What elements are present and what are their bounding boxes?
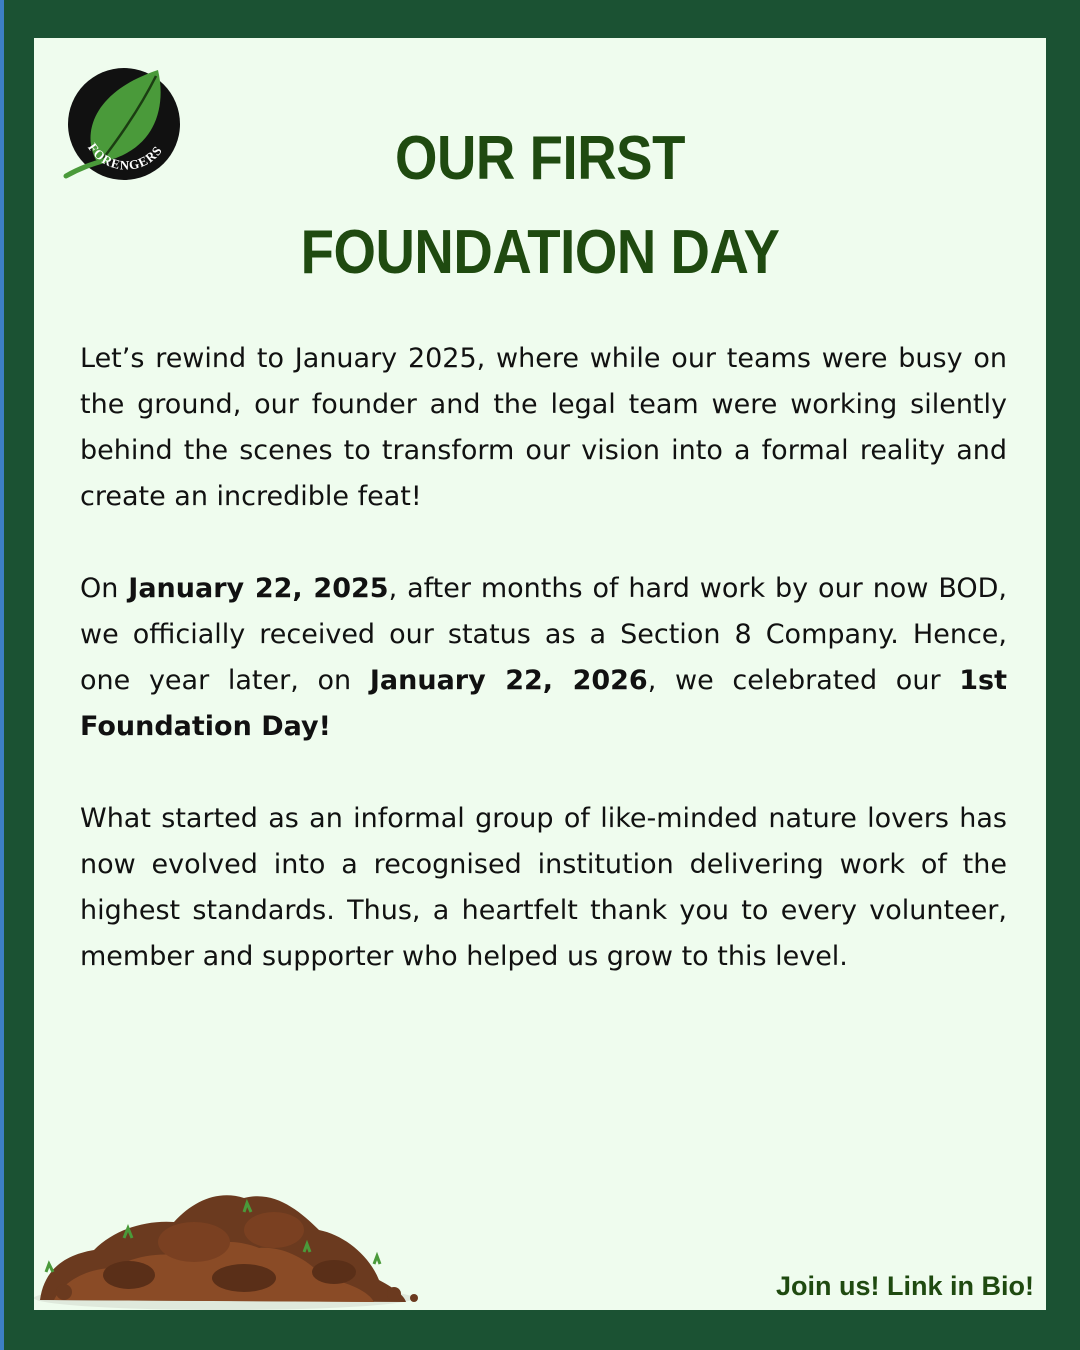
post-card xyxy=(34,38,1046,1310)
join-us-link[interactable]: Join us! Link in Bio! xyxy=(776,1271,1034,1301)
body-text xyxy=(80,336,1007,1026)
paragraph-2 xyxy=(80,566,1007,750)
paragraph-1: Let’s rewind to January 2025, where while our teams were busy on the ground, our founder and the legal team were working silently behind the scenes to transform our vision into a formal reality and create an incredible feat! xyxy=(80,343,1007,512)
p2-date-2025: January 22, 2025 xyxy=(128,573,389,604)
p2-date-2026: January 22, 2026 xyxy=(369,665,648,696)
p2-text-1: On xyxy=(80,573,129,604)
p2-foundation-day: 1st Foundation Day! xyxy=(80,665,1008,742)
soil-pile-illustration xyxy=(34,1160,424,1310)
frame-left-edge xyxy=(0,0,4,1350)
p2-text-3: , we celebrated our xyxy=(647,665,960,696)
title-line-2: FOUNDATION DAY xyxy=(300,218,780,287)
paragraph-3: What started as an informal group of like-minded nature lovers has now evolved into a recognised institution delivering work of the highest standards. Thus, a heartfelt thank you to every volunteer, member and supporter who helped us grow to this level. xyxy=(80,803,1007,972)
p2-text-2: , after months of hard work by our now BOD, we officially received our status as a Section 8 Company. Hence, one year later, on xyxy=(80,573,1007,696)
title-line-1: OUR FIRST xyxy=(394,124,686,193)
page-title xyxy=(95,112,986,300)
logo-text: FORENGERS xyxy=(85,140,166,173)
